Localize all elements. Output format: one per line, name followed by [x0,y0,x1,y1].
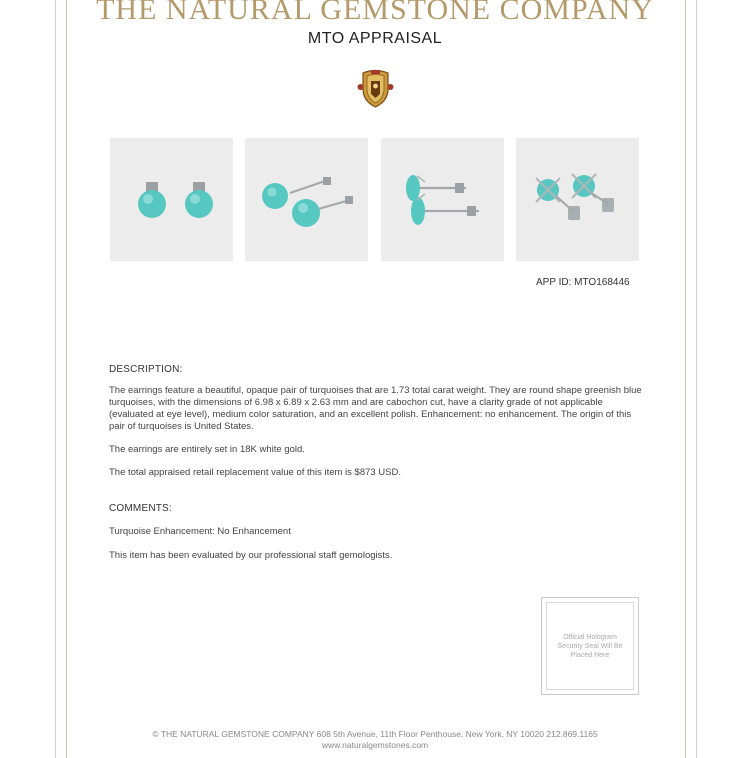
footer-website-link[interactable]: www.naturalgemstones.com [321,740,429,750]
hologram-seal-placeholder [541,597,639,695]
document-title: MTO APPRAISAL [307,30,443,47]
earring-photo-back[interactable] [516,138,639,261]
value-paragraph: The total appraised retail replacement value of this item is $873 USD. [109,467,402,478]
metal-paragraph: The earrings are entirely set in 18K white gold. [109,444,305,455]
description-paragraph: The earrings feature a beautiful, opaque pair of turquoises that are 1.73 total carat weight. They are round shape greenish blue turquoises, with the dimensions of 6.98 x 6.89 x 2.63 mm and are cabochon cut, have a clarity grade of not applicable (evaluated at eye level), medium color saturation, and an excellent polish. Enhancement: no enhancement. The origin of this pair of turquoises is United States. [109,385,642,432]
earring-photo-angled[interactable] [245,138,368,261]
footer-address: © THE NATURAL GEMSTONE COMPANY 608 5th Avenue, 11th Floor Penthouse, New York, NY 10020 212.869.1165 [152,729,598,739]
appraisal-id: APP ID: MTO168446 [536,277,630,288]
seal-text: Official Hologram Security Seal Will Be Placed Here [546,602,634,690]
evaluation-comment: This item has been evaluated by our professional staff gemologists. [109,550,393,561]
company-name: THE NATURAL GEMSTONE COMPANY [96,0,654,26]
enhancement-comment: Turquoise Enhancement: No Enhancement [109,526,291,537]
description-label: DESCRIPTION: [109,364,183,375]
earring-photo-front[interactable] [110,138,233,261]
heraldic-crest-icon [357,67,394,109]
earring-photo-side[interactable] [381,138,504,261]
comments-label: COMMENTS: [109,503,172,514]
